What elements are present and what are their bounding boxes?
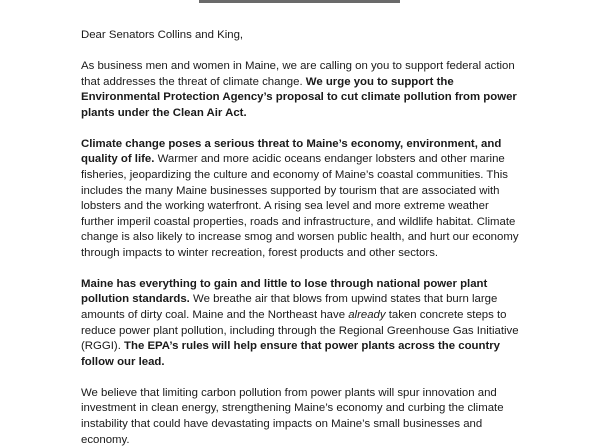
paragraph-3-text-2: taken concrete steps to reduce power plant pollution, including through the Regional Greenhouse Gas Initiative (RGGI).: [81, 309, 519, 353]
paragraph-4: [81, 386, 521, 448]
top-divider-bar: [199, 0, 400, 3]
paragraph-3-bold-lead: Maine has everything to gain and little to lose through national power plant pollution standards.: [81, 277, 488, 306]
paragraph-1-bold: We urge you to support the Environmental Protection Agency’s proposal to cut climate pollution from power plants under the Clean Air Act.: [81, 75, 517, 119]
paragraph-3-bold-end: The EPA’s rules will help ensure that power plants across the country follow our lead.: [81, 340, 501, 368]
salutation: Dear Senators Collins and King,: [81, 29, 244, 41]
paragraph-1: [81, 59, 521, 121]
paragraph-3-text-1: We breathe air that blows from upwind states that burn large amounts of dirty coal. Maine and the Northeast have: [81, 293, 498, 322]
paragraph-2-bold: Climate change poses a serious threat to Maine’s economy, environment, and quality of life.: [81, 137, 502, 166]
paragraph-1-text: As business men and women in Maine, we are calling on you to support federal action that addresses the threat of climate change.: [81, 59, 515, 88]
paragraph-2: [81, 137, 521, 262]
letter-body: [81, 28, 521, 448]
paragraph-4-text: We believe that limiting carbon pollution from power plants will spur innovation and investment in clean energy, strengthening Maine’s economy and curbing the climate instability that could have devastating impacts on Maine’s small businesses and economy.: [81, 386, 504, 446]
paragraph-3: [81, 277, 521, 371]
paragraph-2-text: Warmer and more acidic oceans endanger lobsters and other marine fisheries, jeopardizing the culture and economy of Maine’s coastal communities. This includes the many Maine businesses supported by tourism that are associated with lobsters and the working waterfront. A rising sea level and more extreme weather further imperil coastal properties, roads and infrastructure, and wildlife habitat. Climate change is also likely to increase smog and worsen public health, and hurt our economy through impacts to winter recreation, forest products and other sectors.: [81, 153, 519, 259]
paragraph-3-italic: already: [348, 309, 386, 322]
